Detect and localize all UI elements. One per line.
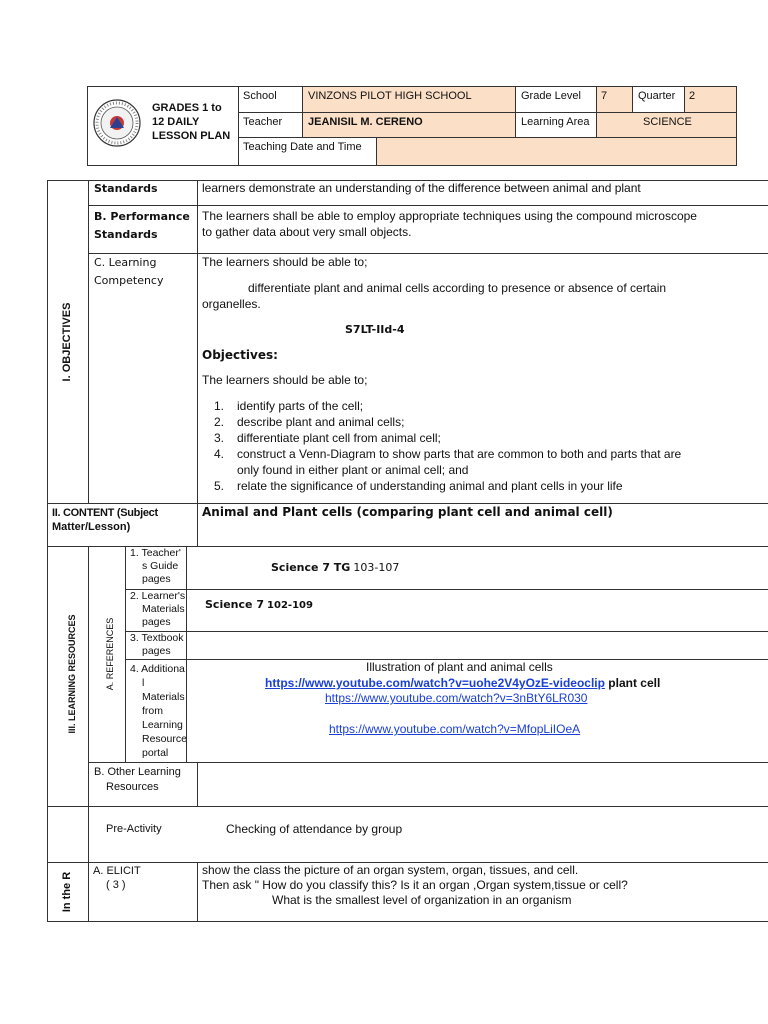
tg-value [271, 561, 399, 575]
objective-item-4-cont: only found in either plant or animal cell; and [237, 463, 469, 477]
tg-value-pages: 103-107 [353, 561, 400, 574]
performance-text-1: The learners shall be able to employ appropriate techniques using the compound microscope [202, 209, 697, 223]
objective-num-5: 5. [214, 479, 225, 493]
objective-item-2: describe plant and animal cells; [237, 415, 405, 429]
elicit-time: ( 3 ) [106, 879, 126, 891]
objective-item-3: differentiate plant cell from animal cell; [237, 431, 441, 445]
standards-label: Standards [94, 182, 158, 195]
title-line-1: GRADES 1 to [152, 102, 222, 114]
tg-label-1: 1. Teacher' [130, 547, 181, 559]
tg-label-2: s Guide [142, 560, 179, 572]
elicit-label: A. ELICIT [93, 865, 141, 877]
school-label: School [243, 90, 277, 102]
link-uohe2[interactable]: https://www.youtube.com/watch?v=uohe2V4yOzE-videoclip [265, 676, 605, 690]
performance-label-2: Standards [94, 228, 158, 241]
quarter-label: Quarter [638, 90, 676, 102]
tb-label-2: pages [142, 645, 171, 657]
teacher-label: Teacher [243, 116, 283, 128]
objective-num-2: 2. [214, 415, 225, 429]
content-text: Animal and Plant cells (comparing plant cell and animal cell) [202, 505, 613, 519]
objective-num-3: 3. [214, 431, 225, 445]
content-label-2: Matter/Lesson) [52, 521, 131, 533]
objective-item-5: relate the significance of understanding animal and plant cells in your life [237, 479, 623, 493]
add-title: Illustration of plant and animal cells [366, 660, 553, 674]
deped-seal-icon [92, 98, 142, 148]
add-label-4: from [142, 705, 163, 717]
objective-num-1: 1. [214, 399, 225, 413]
date-label: Teaching Date and Time [243, 141, 362, 153]
title-line-3: LESSON PLAN [152, 130, 231, 142]
add-label-7: portal [142, 747, 169, 759]
add-label-5: Learning [142, 719, 183, 731]
add-label-3: Materials [142, 691, 185, 703]
elicit-text-3: What is the smallest level of organization in an organism [272, 893, 572, 907]
competency-label-2: Competency [94, 274, 164, 287]
add-label-1: 4. Additiona [130, 663, 185, 675]
pre-activity-text: Checking of attendance by group [226, 822, 403, 836]
resources-section-label: III. LEARNING RESOURCES [67, 614, 77, 734]
lm-label-1: 2. Learner's [130, 590, 186, 602]
link-3nbty[interactable]: https://www.youtube.com/watch?v=3nBtY6LR030 [325, 691, 588, 705]
objectives-heading: Objectives: [202, 348, 278, 362]
other-resources-label-2: Resources [106, 781, 159, 793]
tb-label-1: 3. Textbook [130, 632, 184, 644]
elicit-text-1: show the class the picture of an organ system, organ, tissues, and cell. [202, 863, 579, 877]
link1-row [265, 676, 660, 691]
link-mfopl[interactable]: https://www.youtube.com/watch?v=MfopLiIOeA [329, 722, 581, 736]
grade-value: 7 [601, 90, 608, 102]
competency-code: S7LT-IId-4 [345, 323, 405, 336]
procedure-section-label: In the R [61, 871, 73, 913]
standards-text: learners demonstrate an understanding of the difference between animal and plant [202, 181, 641, 195]
area-label: Learning Area [521, 116, 590, 128]
pre-activity-label: Pre-Activity [106, 823, 162, 835]
objectives-intro: The learners should be able to; [202, 373, 368, 387]
performance-text-2: to gather data about very small objects. [202, 225, 412, 239]
lm-value [205, 598, 313, 613]
objective-num-4: 4. [214, 447, 225, 461]
objectives-section-label: I. OBJECTIVES [61, 302, 73, 382]
references-label: A. REFERENCES [105, 617, 115, 691]
lm-value-pages: 102-109 [267, 600, 313, 611]
other-resources-label-1: B. Other Learning [94, 766, 181, 778]
performance-label-1: B. Performance [94, 210, 190, 223]
area-value: SCIENCE [643, 116, 692, 128]
objective-item-4: construct a Venn-Diagram to show parts that are common to both and parts that are [237, 447, 682, 461]
lm-label-2: Materials [142, 603, 185, 615]
grade-label: Grade Level [521, 90, 581, 102]
lm-value-bold: Science 7 [205, 598, 264, 611]
elicit-text-2: Then ask " How do you classify this? Is it an organ ,Organ system,tissue or cell? [202, 878, 628, 892]
content-label-1: II. CONTENT (Subject [52, 507, 158, 519]
competency-text-1: differentiate plant and animal cells according to presence or absence of certain [248, 281, 667, 295]
link1-suffix: plant cell [608, 676, 661, 690]
add-label-2: l [142, 677, 145, 689]
competency-intro: The learners should be able to; [202, 255, 368, 269]
school-value: VINZONS PILOT HIGH SCHOOL [308, 90, 472, 102]
tg-value-bold: Science 7 TG [271, 561, 351, 574]
quarter-value: 2 [689, 90, 696, 102]
competency-text-2: organelles. [202, 297, 261, 311]
tg-label-3: pages [142, 573, 171, 585]
lm-label-3: pages [142, 616, 171, 628]
objective-item-1: identify parts of the cell; [237, 399, 364, 413]
title-line-2: 12 DAILY [152, 116, 200, 128]
competency-label-1: C. Learning [94, 256, 157, 269]
add-label-6: Resource [142, 733, 187, 745]
teacher-value: JEANISIL M. CERENO [308, 116, 423, 128]
